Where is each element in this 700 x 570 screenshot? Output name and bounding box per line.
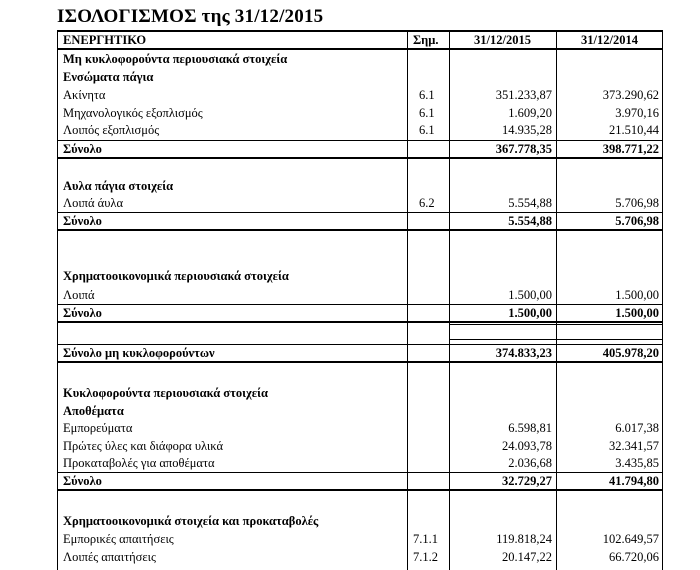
row-value-2015: 1.500,00 xyxy=(508,288,552,302)
total-label: Σύνολο μη κυκλοφορούντων xyxy=(63,346,215,360)
row-value-2014: 102.649,57 xyxy=(602,532,659,546)
total-2015: 374.833,23 xyxy=(495,346,552,360)
row-divider xyxy=(57,489,663,491)
row-note: 6.2 xyxy=(419,196,435,210)
row-value-2014: 6.017,38 xyxy=(615,421,659,435)
row-value-2015: 20.147,22 xyxy=(502,550,552,564)
section-label: Χρηματοοικονομικά στοιχεία και προκαταβολές xyxy=(63,514,319,528)
header-2015: 31/12/2015 xyxy=(474,33,531,47)
row-value-2014: 21.510,44 xyxy=(609,123,659,137)
row-value-2015: 14.935,28 xyxy=(502,123,552,137)
section-label: Χρηματοοικονομικά περιουσιακά στοιχεία xyxy=(63,269,289,283)
section-label: Κυκλοφορούντα περιουσιακά στοιχεία xyxy=(63,386,268,400)
row-value-2014: 32.341,57 xyxy=(609,439,659,453)
subtotal-2015: 1.500,00 xyxy=(508,306,552,320)
subtotal-2015: 32.729,27 xyxy=(502,474,552,488)
total-2014: 405.978,20 xyxy=(602,346,659,360)
row-value-2015: 6.598,81 xyxy=(508,421,552,435)
row-value-2015: 5.554,88 xyxy=(508,196,552,210)
row-label: Πρώτες ύλες και διάφορα υλικά xyxy=(63,439,224,453)
row-value-2015: 2.036,68 xyxy=(508,456,552,470)
row-note: 7.1.2 xyxy=(413,550,438,564)
row-label: Λοιπά xyxy=(63,288,95,302)
section-label: Αποθέματα xyxy=(63,404,124,418)
subtotal-2014: 41.794,80 xyxy=(609,474,659,488)
row-label: Λοιπός εξοπλισμός xyxy=(63,123,160,137)
row-note: 6.1 xyxy=(419,106,435,120)
header-2014: 31/12/2014 xyxy=(581,33,638,47)
row-label: Λοιπά άυλα xyxy=(63,196,124,210)
row-label: Προκαταβολές για αποθέματα xyxy=(63,456,215,470)
row-value-2015: 1.609,20 xyxy=(508,106,552,120)
row-value-2015: 351.233,87 xyxy=(495,88,552,102)
row-label: Ακίνητα xyxy=(63,88,106,102)
row-label: Εμπορικές απαιτήσεις xyxy=(63,532,174,546)
subtotal-label: Σύνολο xyxy=(63,474,102,488)
subtotal-label: Σύνολο xyxy=(63,142,102,156)
subtotal-2014: 398.771,22 xyxy=(602,142,659,156)
row-note: 7.1.1 xyxy=(413,532,438,546)
section-label: Αυλα πάγια στοιχεία xyxy=(63,179,174,193)
page-title: ΙΣΟΛΟΓΙΣΜΟΣ της 31/12/2015 xyxy=(57,6,324,27)
row-note: 6.1 xyxy=(419,123,435,137)
row-label: Μηχανολογικός εξοπλισμός xyxy=(63,106,203,120)
row-value-2014: 373.290,62 xyxy=(602,88,659,102)
row-value-2014: 5.706,98 xyxy=(615,196,659,210)
row-value-2015: 119.818,24 xyxy=(496,532,552,546)
row-divider xyxy=(57,321,663,323)
row-divider xyxy=(57,229,663,231)
row-label: Λοιπές απαιτήσεις xyxy=(63,550,156,564)
row-value-2014: 3.435,85 xyxy=(615,456,659,470)
row-label: Μη κυκλοφορούντα περιουσιακά στοιχεία xyxy=(63,52,288,66)
row-divider xyxy=(57,361,663,363)
row-note: 6.1 xyxy=(419,88,435,102)
row-value-2014: 1.500,00 xyxy=(615,288,659,302)
row-value-2014: 66.720,06 xyxy=(609,550,659,564)
header-assets: ΕΝΕΡΓΗΤΙΚΟ xyxy=(63,33,147,47)
row-divider xyxy=(57,157,663,159)
row-value-2014: 3.970,16 xyxy=(615,106,659,120)
header-underline xyxy=(57,48,663,50)
subtotal-2015: 5.554,88 xyxy=(508,214,552,228)
subtotal-2014: 5.706,98 xyxy=(615,214,659,228)
col-separator xyxy=(556,324,557,340)
row-label: Εμπορεύματα xyxy=(63,421,133,435)
subtotal-2014: 1.500,00 xyxy=(615,306,659,320)
row-value-2015: 24.093,78 xyxy=(502,439,552,453)
subtotal-2015: 367.778,35 xyxy=(495,142,552,156)
row-label: Ενσώματα πάγια xyxy=(63,70,154,84)
balance-sheet-table xyxy=(57,30,664,570)
header-note: Σημ. xyxy=(413,33,439,47)
subtotal-label: Σύνολο xyxy=(63,306,102,320)
subtotal-label: Σύνολο xyxy=(63,214,102,228)
